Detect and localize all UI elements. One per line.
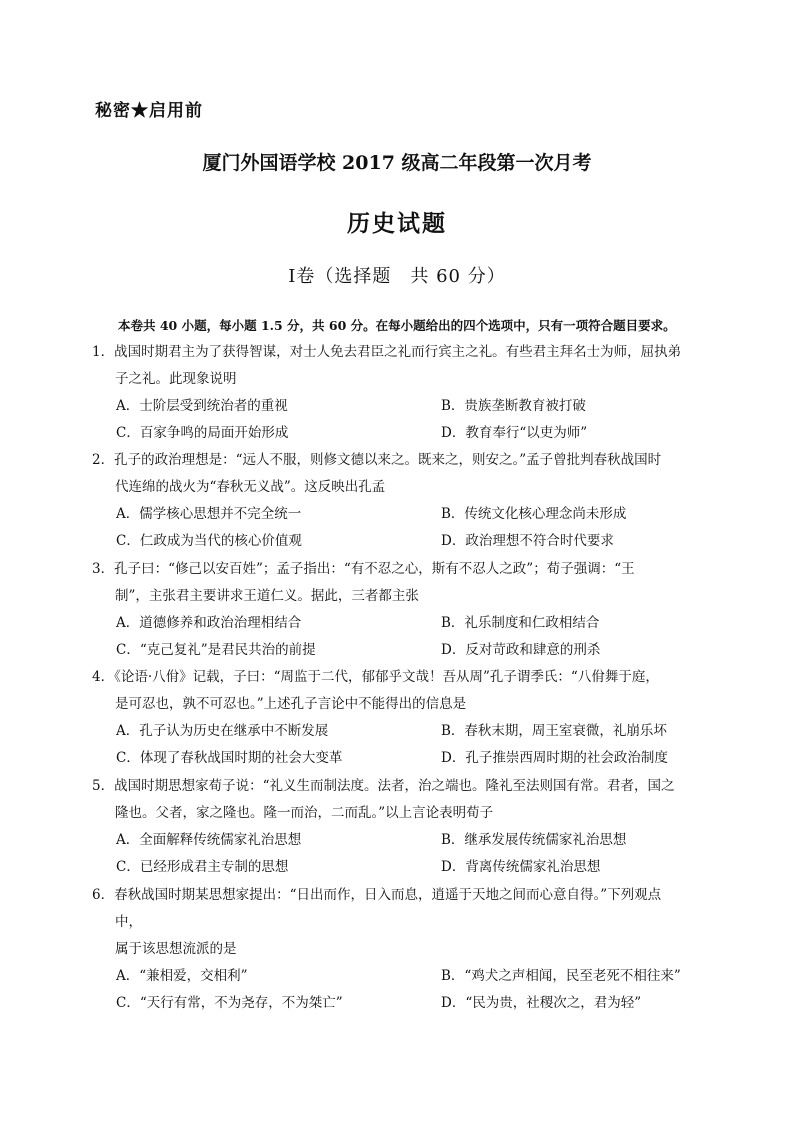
option-c: C．体现了春秋战国时期的社会大变革 — [116, 750, 343, 766]
option-d: D．政治理想不符合时代要求 — [441, 533, 614, 549]
option-a: A．孔子认为历史在继承中不断发展 — [116, 723, 329, 739]
option-d: D．孔子推崇西周时期的社会政治制度 — [441, 750, 668, 766]
option-c: C．已经形成君主专制的思想 — [116, 859, 289, 875]
question-6 — [92, 882, 712, 1017]
question-stem: 2．孔子的政治理想是：“远人不服，则修文德以来之。既来之，则安之。”孟子曾批判春秋战国时 — [92, 452, 662, 468]
secret-label: 秘密★启用前 — [95, 101, 203, 121]
option-c: C．“克己复礼”是君民共治的前提 — [116, 642, 316, 658]
question-stem: 6．春秋战国时期某思想家提出：“日出而作，日入而息，逍遥于天地之间而心意自得。”下列观点 — [92, 887, 662, 903]
option-a: A．“兼相爱，交相利” — [116, 968, 248, 984]
question-stem-continued: 隆也。父者，家之隆也。隆一而治，二而乱。”以上言论表明荀子 — [115, 805, 494, 821]
option-b: B．贵族垄断教育被打破 — [441, 398, 586, 414]
question-3 — [92, 556, 712, 664]
question-stem: 3．孔子曰：“修己以安百姓”；孟子指出：“有不忍之心，斯有不忍人之政”；荀子强调：“王 — [92, 561, 635, 577]
option-b: B．继承发展传统儒家礼治思想 — [441, 832, 627, 848]
option-d: D．背离传统儒家礼治思想 — [441, 859, 601, 875]
option-a: A．道德修养和政治治理相结合 — [116, 615, 302, 631]
question-stem-continued: 子之礼。此现象说明 — [115, 371, 237, 387]
question-stem-continued: 中， — [115, 914, 142, 930]
question-stem-continued: 是可忍也，孰不可忍也。”上述孔子言论中不能得出的信息是 — [115, 696, 467, 712]
option-a: A．士阶层受到统治者的重视 — [116, 398, 288, 414]
options — [92, 393, 712, 447]
option-d: D．“民为贵，社稷次之，君为轻” — [441, 995, 642, 1011]
options — [92, 501, 712, 555]
option-c: C．“天行有常，不为尧存，不为桀亡” — [116, 995, 343, 1011]
section-title: Ⅰ卷（选择题 共 60 分） — [288, 266, 506, 287]
question-5 — [92, 773, 712, 881]
question-4 — [92, 664, 712, 772]
question-stem-continued: 代连绵的战火为“春秋无义战”。这反映出孔孟 — [115, 479, 386, 495]
question-stem: 4．《论语·八佾》记载，子曰：“周监于二代，郁郁乎文哉！吾从周”孔子谓季氏：“八佾舞于庭， — [92, 669, 659, 685]
question-2 — [92, 447, 712, 555]
school-exam-title: 厦门外国语学校 2017 级高二年段第一次月考 — [202, 152, 592, 174]
option-b: B．春秋末期，周王室衰微，礼崩乐坏 — [441, 723, 667, 739]
question-stem-continued: 制”，主张君主要讲求王道仁义。据此，三者都主张 — [115, 588, 419, 604]
question-1 — [92, 339, 712, 447]
options — [92, 610, 712, 664]
instructions: 本卷共 40 小题，每小题 1.5 分，共 60 分。在每小题给出的四个选项中，只有一项符合题目要求。 — [118, 318, 676, 333]
option-b: B．“鸡犬之声相闻，民至老死不相往来” — [441, 968, 681, 984]
options — [92, 718, 712, 772]
option-b: B．礼乐制度和仁政相结合 — [441, 615, 600, 631]
option-a: A．全面解释传统儒家礼治思想 — [116, 832, 302, 848]
subject-title: 历史试题 — [347, 210, 447, 237]
option-c: C．百家争鸣的局面开始形成 — [116, 425, 289, 441]
options — [92, 963, 712, 1017]
options — [92, 827, 712, 881]
question-stem-continued: 属于该思想流派的是 — [115, 941, 237, 957]
option-c: C．仁政成为当代的核心价值观 — [116, 533, 302, 549]
option-d: D．反对苛政和肆意的刑杀 — [441, 642, 601, 658]
option-b: B．传统文化核心理念尚未形成 — [441, 506, 627, 522]
option-d: D．教育奉行“以吏为师” — [441, 425, 588, 441]
question-stem: 5．战国时期思想家荀子说：“礼义生而制法度。法者，治之端也。隆礼至法则国有常。君者，国之 — [92, 778, 675, 794]
option-a: A．儒学核心思想并不完全统一 — [116, 506, 302, 522]
question-stem: 1．战国时期君主为了获得智谋，对士人免去君臣之礼而行宾主之礼。有些君主拜名士为师，屈执弟 — [92, 344, 682, 360]
